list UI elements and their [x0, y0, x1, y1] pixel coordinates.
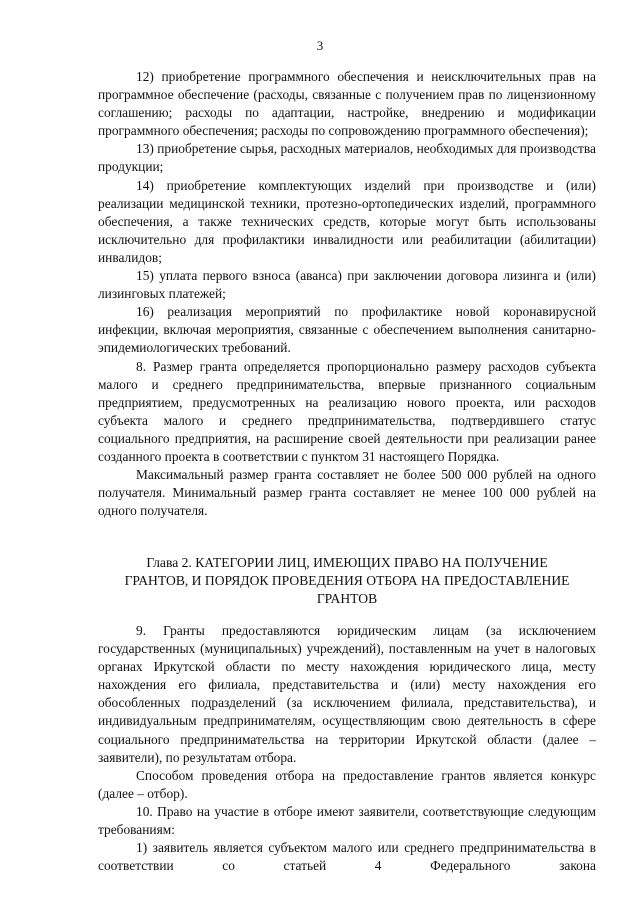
- body-text-bottom: [98, 622, 596, 875]
- paragraph-requirement-1: 1) заявитель является субъектом малого или среднего предпринимательства в соответствии со статьей 4 Федерального закона: [98, 840, 596, 874]
- paragraph-clause-9: 9. Гранты предоставляются юридическим лицам (за исключением государственных (муниципальных) учреждений), поставленным на учет в налоговых органах Иркутской области по месту нахождения юридического лица, месту нахождения его филиала, представительства и (или) месту нахождения его обособленных подразделений (за исключением филиала, представительства), и индивидуальным предпринимателям, осуществляющим свою деятельность в сфере социального предпринимательства на территории Иркутской области (далее – заявители), по результатам отбора.: [98, 623, 596, 765]
- paragraph-item-12: 12) приобретение программного обеспечения и неисключительных прав на программное обеспечение (расходы, связанные с получением прав по лицензионному соглашению; расходы по адаптации, настройке, внедрению и модификации программного обеспечения; расходы по сопровождению программного обеспечения);: [98, 69, 596, 139]
- chapter-heading-line: ГРАНТОВ: [316, 591, 378, 606]
- body-text-top: [98, 68, 596, 520]
- paragraph-clause-10: 10. Право на участие в отборе имеют заявители, соответствующие следующим требованиям:: [98, 803, 596, 838]
- paragraph-clause-8: 8. Размер гранта определяется пропорционально размеру расходов субъекта малого и среднего предпринимательства, впервые признанного социальным предприятием, предусмотренных на реализацию нового проекта, или расходов субъекта малого и среднего предпринимательства, подтвердившего статус социального предприятия, на расширение своей деятельности при реализации ранее созданного проекта в соответствии с пунктом 31 настоящего Порядка.: [98, 358, 596, 464]
- paragraph-item-16: 16) реализация мероприятий по профилактике новой коронавирусной инфекции, включая мероприятия, связанные с обеспечением выполнения санитарно-эпидемиологических требований.: [98, 304, 596, 356]
- page-number: 3: [316, 38, 324, 53]
- paragraph-selection-method: Способом проведения отбора на предоставление грантов является конкурс (далее – отбор).: [98, 767, 596, 801]
- paragraph-max-grant: Максимальный размер гранта составляет не более 500 000 рублей на одного получателя. Минимальный размер гранта составляет не менее 100 000 рублей на одного получателя.: [98, 467, 596, 519]
- paragraph-item-14: 14) приобретение комплектующих изделий при производстве и (или) реализации медицинской техники, протезно-ортопедических изделий, программного обеспечения, а также технических средств, которые могут быть использованы исключительно для профилактики инвалидности или реабилитации (абилитации) инвалидов;: [98, 177, 596, 265]
- paragraph-item-15: 15) уплата первого взноса (аванса) при заключении договора лизинга и (или) лизинговых платежей;: [98, 268, 596, 302]
- chapter-heading-line: ГРАНТОВ, И ПОРЯДОК ПРОВЕДЕНИЯ ОТБОРА НА ПРЕДОСТАВЛЕНИЕ: [124, 573, 570, 588]
- chapter-heading: [98, 554, 596, 608]
- chapter-heading-line: Глава 2. КАТЕГОРИИ ЛИЦ, ИМЕЮЩИХ ПРАВО НА ПОЛУЧЕНИЕ: [146, 555, 548, 570]
- paragraph-item-13: 13) приобретение сырья, расходных материалов, необходимых для производства продукции;: [98, 141, 596, 175]
